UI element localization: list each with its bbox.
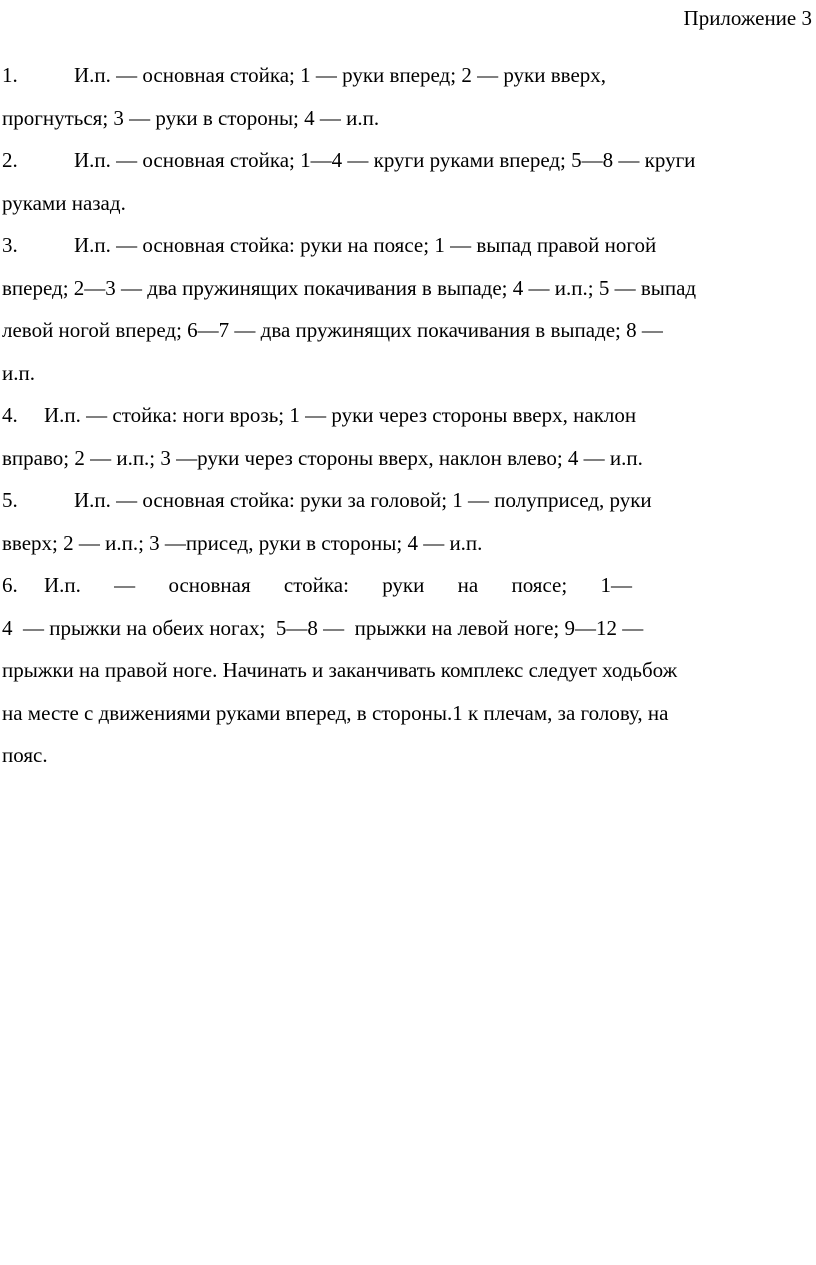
list-item bbox=[2, 224, 810, 267]
word: на bbox=[457, 573, 479, 597]
item-text-continuation: пояс. bbox=[2, 743, 48, 767]
word: поясе; bbox=[511, 573, 568, 597]
list-item bbox=[2, 139, 810, 182]
word: основная bbox=[168, 573, 251, 597]
item-number: 6. bbox=[2, 573, 18, 597]
word: — bbox=[114, 573, 136, 597]
word: руки bbox=[382, 573, 425, 597]
word: И.п. bbox=[44, 573, 81, 597]
item-text-continuation: левой ногой вперед; 6—7 — два пружинящих покачивания в выпаде; 8 — bbox=[2, 318, 663, 342]
item-number: 3. bbox=[2, 233, 18, 257]
item-text-continuation: прыжки на правой ноге. Начинать и заканчивать комплекс следует ходьбож bbox=[2, 658, 678, 682]
item-text: И.п. — основная стойка: руки за головой; 1 — полуприсед, руки bbox=[74, 488, 652, 512]
item-text-continuation: 4 — прыжки на обеих ногах; 5—8 — прыжки на левой ноге; 9—12 — bbox=[2, 615, 644, 640]
item-text-continuation: вверх; 2 — и.п.; 3 —присед, руки в стороны; 4 — и.п. bbox=[2, 530, 483, 555]
item-text-continuation: и.п. bbox=[2, 360, 35, 385]
appendix-label: Приложение 3 bbox=[683, 6, 812, 30]
item-text: И.п. — основная стойка: руки на поясе; 1 — выпад правой ногой bbox=[74, 233, 657, 257]
word: стойка: bbox=[283, 573, 349, 597]
item-text: И.п. — основная стойка; 1—4 — круги руками вперед; 5—8 — круги bbox=[74, 148, 696, 172]
list-item bbox=[2, 54, 810, 97]
item-text-continuation: вправо; 2 — и.п.; 3 —руки через стороны вверх, наклон влево; 4 — и.п. bbox=[2, 445, 643, 470]
list-item bbox=[2, 564, 810, 607]
item-text-continuation: вперед; 2—3 — два пружинящих покачивания в выпаде; 4 — и.п.; 5 — выпад bbox=[2, 275, 697, 300]
item-text-continuation: руками назад. bbox=[2, 190, 126, 215]
item-text-justified bbox=[44, 564, 632, 607]
exercise-list bbox=[2, 54, 810, 777]
word: 1— bbox=[600, 573, 632, 597]
item-text: И.п. — стойка: ноги врозь; 1 — руки через стороны вверх, наклон bbox=[44, 403, 637, 427]
item-number: 2. bbox=[2, 148, 18, 172]
list-item bbox=[2, 479, 810, 522]
list-item bbox=[2, 394, 810, 437]
item-number: 5. bbox=[2, 488, 18, 512]
item-number: 1. bbox=[2, 63, 18, 87]
item-number: 4. bbox=[2, 403, 18, 427]
item-text-continuation: прогнуться; 3 — руки в стороны; 4 — и.п. bbox=[2, 105, 380, 130]
item-text-continuation: на месте с движениями руками вперед, в стороны.1 к плечам, за голову, на bbox=[2, 700, 669, 725]
item-text: И.п. — основная стойка; 1 — руки вперед; 2 — руки вверх, bbox=[74, 63, 607, 87]
